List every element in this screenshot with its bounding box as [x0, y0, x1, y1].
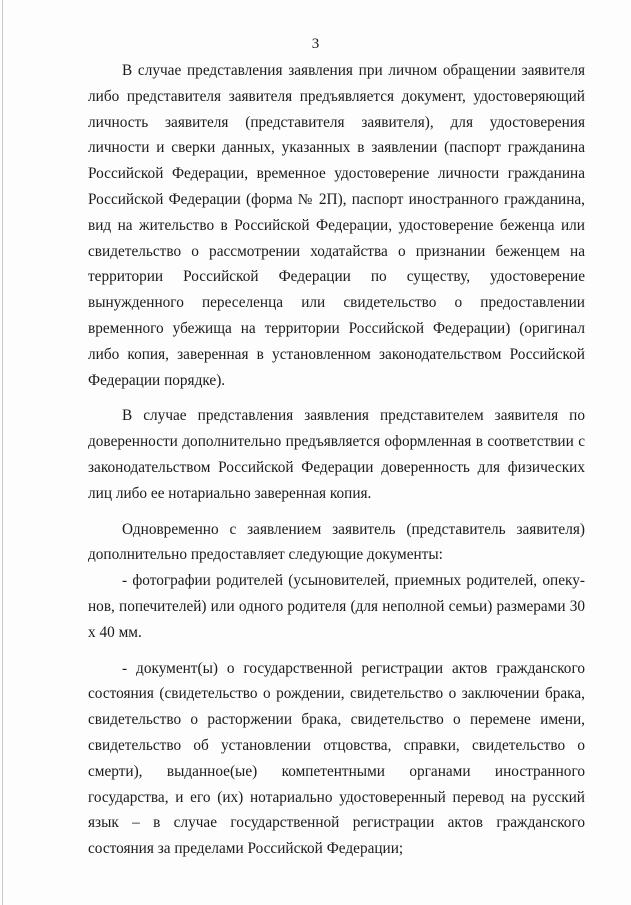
paragraph-identity-document: В случае представления заявления при личном обращении заявителя либо представителя заявителя предъявляется документ, удостоверяющий личность заявителя (представителя заявителя), для удостоверения личности и сверки данных, указанных в заявлении (паспорт гражданина Российской Федерации, временное удостоверение личности гражданина Российской Федерации (форма № 2П), паспорт иностранного гражданина, вид на жительство в Российской Федерации, удостоверение беженца или свидетельство о рассмотрении ходатайства о признании беженцем на территории Российской Федерации по существу, удостоверение вынужденного переселенца или свидетельство о предоставлении временного убежища на территории Российской Федерации) (оригинал либо копия, заверенная в установленном законодательством Российской Федерации порядке).	[88, 62, 585, 389]
page-number: 3	[311, 36, 320, 52]
paragraph-additional-documents: Одновременно с заявлением заявитель (представитель заявителя) дополнительно предоставляет следующие документы:	[88, 520, 585, 564]
list-item-photographs: - фотографии родителей (усыновителей, приемных родителей, опеку-нов, попечителей) или одного родителя (для неполной семьи) размерами 30 х 40 мм.	[88, 572, 585, 641]
paragraph-power-of-attorney: В случае представления заявления представителем заявителя по доверенности дополнительно предъявляется оформленная в соответствии с законодательством Российской Федерации доверенность для физических лиц либо ее нотариально заверенная копия.	[88, 407, 585, 502]
list-item-civil-registration: - документ(ы) о государственной регистрации актов гражданского состояния (свидетельство о рождении, свидетельство о заключении брака, свидетельство о расторжении брака, свидетельство о перемене имени, свидетельство об установлении отцовства, справки, свидетельство о смерти), выданное(ые) компетентными органами иностранного государства, и его (их) нотариально удостоверенный перевод на русский язык – в случае государственной регистрации актов гражданского состояния за пределами Российской Федерации;	[88, 659, 585, 858]
page-edge	[2, 0, 3, 905]
body-text	[88, 58, 585, 862]
